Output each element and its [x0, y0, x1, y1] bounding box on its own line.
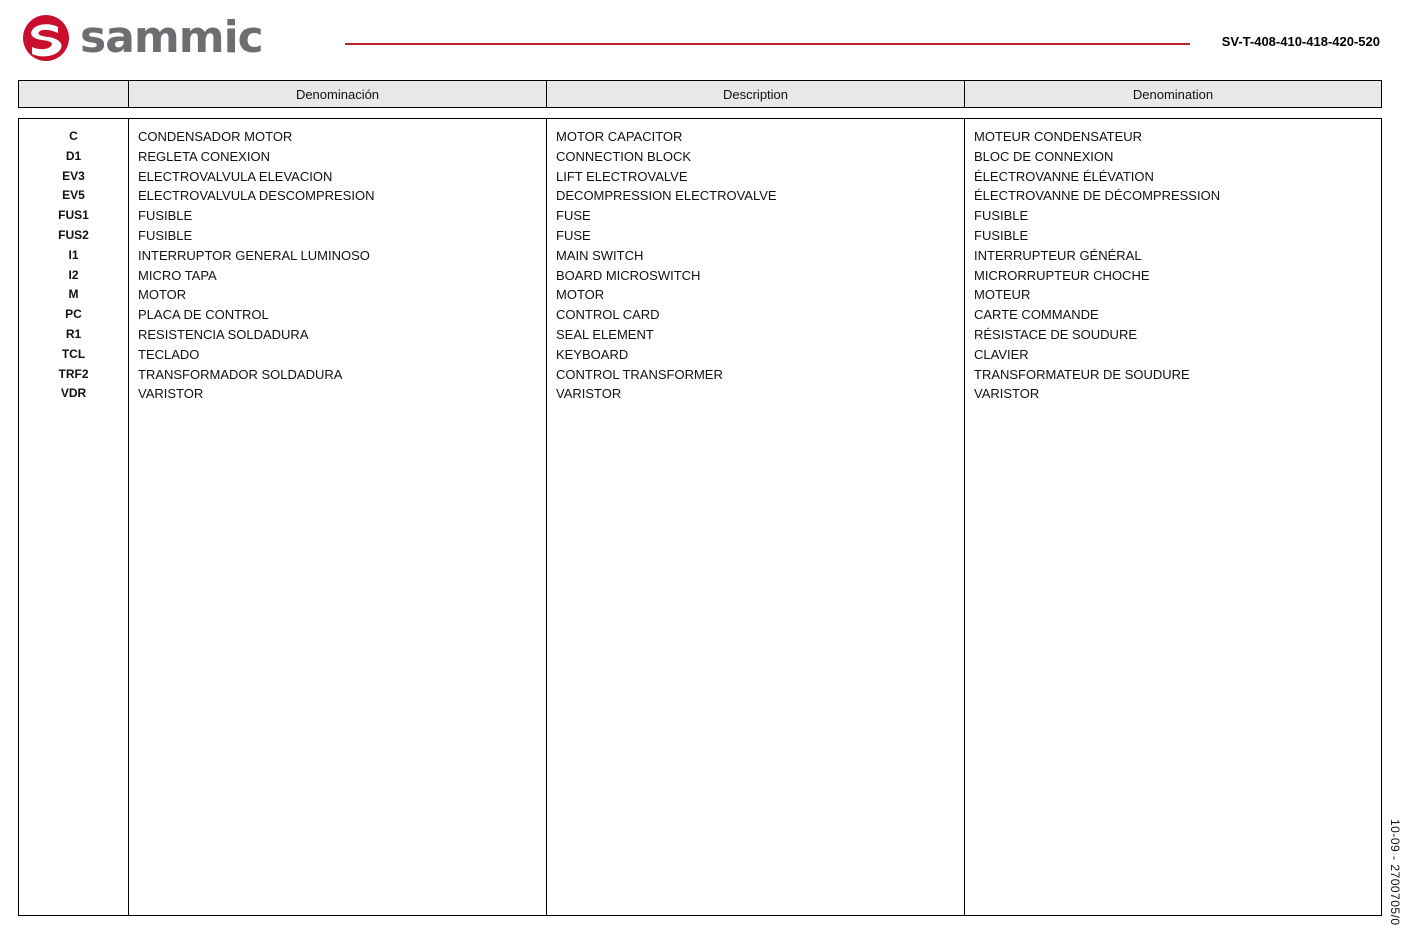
cell-code: EV3 — [62, 168, 85, 183]
cell-code: PC — [65, 307, 82, 322]
cell-denomination: BLOC DE CONNEXION — [974, 148, 1114, 164]
cell-denominacion: PLACA DE CONTROL — [138, 307, 269, 323]
document-code: 10-09 - 2700705/0 — [1388, 819, 1402, 926]
cell-denominacion: TRANSFORMADOR SOLDADURA — [138, 366, 343, 382]
column-code — [19, 119, 129, 915]
cell-description: CONNECTION BLOCK — [556, 148, 692, 164]
column-es — [129, 119, 547, 915]
sammic-s-logo-icon — [18, 14, 74, 62]
cell-code: C — [69, 129, 78, 143]
column-en — [547, 119, 965, 915]
cell-denominacion: INTERRUPTOR GENERAL LUMINOSO — [138, 247, 370, 263]
cell-description: VARISTOR — [556, 386, 622, 402]
cell-description: KEYBOARD — [556, 346, 629, 362]
cell-denominacion: REGLETA CONEXION — [138, 148, 270, 164]
cell-description: SEAL ELEMENT — [556, 326, 654, 342]
cell-code: FUS1 — [58, 208, 89, 223]
cell-denominacion: CONDENSADOR MOTOR — [138, 129, 293, 144]
cell-description: LIFT ELECTROVALVE — [556, 168, 688, 184]
cell-code: R1 — [65, 326, 82, 341]
cell-code: FUS2 — [58, 227, 89, 242]
cell-code: VDR — [60, 386, 87, 401]
cell-denomination: FUSIBLE — [974, 208, 1029, 224]
cell-denominacion: ELECTROVALVULA DESCOMPRESION — [138, 188, 375, 204]
cell-denomination: TRANSFORMATEUR DE SOUDURE — [974, 366, 1190, 382]
cell-description: BOARD MICROSWITCH — [556, 267, 701, 283]
model-code: SV-T-408-410-418-420-520 — [1221, 34, 1380, 49]
column-header-code — [19, 81, 129, 107]
cell-denomination: CLAVIER — [974, 346, 1029, 362]
cell-description: MOTOR CAPACITOR — [556, 129, 683, 144]
cell-denomination: RÉSISTACE DE SOUDURE — [974, 326, 1138, 342]
cell-denomination: VARISTOR — [974, 386, 1040, 402]
cell-description: CONTROL CARD — [556, 307, 660, 323]
cell-code: M — [68, 287, 79, 302]
cell-denominacion: RESISTENCIA SOLDADURA — [138, 326, 309, 342]
cell-denomination: ÉLECTROVANNE ÉLÉVATION — [974, 168, 1154, 184]
column-header-denomination: Denomination — [1132, 86, 1214, 102]
cell-code: TCL — [61, 346, 86, 361]
cell-description: DECOMPRESSION ELECTROVALVE — [556, 188, 777, 204]
header-rule — [345, 43, 1190, 45]
brand-name: sammic — [80, 12, 263, 63]
cell-denomination: ÉLECTROVANNE DE DÉCOMPRESSION — [974, 188, 1221, 204]
cell-description: MAIN SWITCH — [556, 247, 644, 263]
column-header-description: Description — [547, 81, 965, 107]
cell-code: D1 — [65, 148, 82, 163]
cell-denomination: MICRORRUPTEUR CHOCHE — [974, 267, 1150, 283]
table-header-row — [18, 80, 1382, 108]
cell-code: I2 — [68, 267, 79, 282]
column-fr — [965, 119, 1381, 915]
cell-denomination: CARTE COMMANDE — [974, 307, 1099, 323]
cell-code: TRF2 — [58, 366, 89, 381]
cell-denominacion: ELECTROVALVULA ELEVACION — [138, 168, 333, 184]
cell-denominacion: VARISTOR — [138, 386, 204, 402]
cell-denominacion: MICRO TAPA — [138, 267, 217, 283]
cell-description: MOTOR — [556, 287, 605, 303]
cell-denominacion: FUSIBLE — [138, 208, 193, 224]
cell-denominacion: MOTOR — [138, 287, 187, 303]
cell-denomination: MOTEUR — [974, 287, 1031, 303]
brand-logo — [18, 14, 263, 62]
table-body — [18, 118, 1382, 916]
cell-denomination: FUSIBLE — [974, 227, 1029, 243]
cell-description: FUSE — [556, 227, 591, 243]
cell-denominacion: TECLADO — [138, 346, 200, 362]
cell-denomination: INTERRUPTEUR GÉNÉRAL — [974, 247, 1142, 263]
cell-denominacion: FUSIBLE — [138, 227, 193, 243]
column-header-denominacion: Denominación — [129, 81, 547, 107]
page-header — [0, 0, 1412, 74]
cell-description: FUSE — [556, 208, 591, 224]
cell-description: CONTROL TRANSFORMER — [556, 366, 723, 382]
cell-code: I1 — [68, 247, 79, 262]
cell-code: EV5 — [62, 188, 85, 203]
cell-denomination: MOTEUR CONDENSATEUR — [974, 129, 1143, 144]
